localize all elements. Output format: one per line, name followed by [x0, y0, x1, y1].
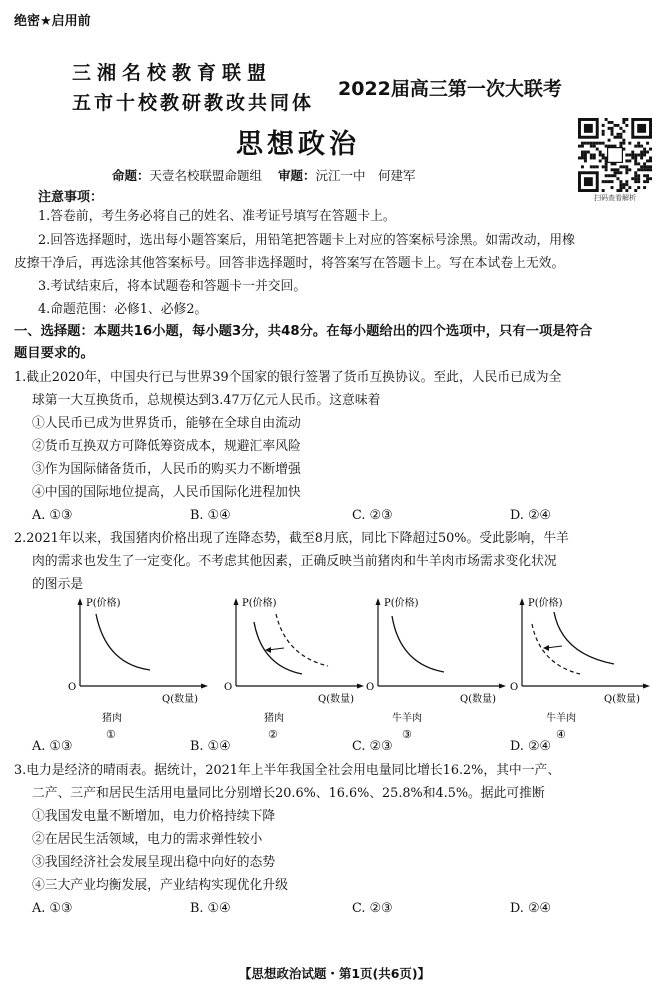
note-line: 2.回答选择题时，选出每小题答案后，用铅笔把答题卡上对应的答案标号涂黑。如需改动，用橡: [38, 233, 575, 248]
committee-line: [112, 166, 415, 184]
answer-a[interactable]: A. ①③: [32, 508, 73, 523]
question-1-stem: 球第一大互换货币，总规模达到3.47万亿元人民币。这意味着: [32, 393, 381, 408]
y-axis-label: P(价格): [242, 598, 277, 609]
demand-curve-shifted: [276, 614, 328, 666]
question-3-option: ②在居民生活领域，电力的需求弹性较小: [32, 832, 263, 847]
graph-caption: 牛羊肉: [546, 713, 576, 724]
secret-mark: 绝密★启用前: [14, 14, 91, 29]
answer-d[interactable]: D. ②④: [510, 508, 551, 523]
setter-label: 命题：: [112, 168, 150, 183]
y-axis-label: P(价格): [528, 598, 563, 609]
question-1-option: ②货币互换双方可降低筹资成本，规避汇率风险: [32, 439, 301, 454]
question-2-stem: 肉的需求也发生了一定变化。不考虑其他因素，正确反映当前猪肉和牛羊肉市场需求变化状况: [32, 554, 557, 569]
question-1-option: ④中国的国际地位提高，人民币国际化进程加快: [32, 485, 301, 500]
demand-curve: [392, 616, 444, 672]
answer-b[interactable]: B. ①④: [190, 901, 231, 916]
demand-graph-3: [360, 594, 510, 744]
demand-curve-original: [554, 612, 614, 664]
question-1-option: ③作为国际储备货币，人民币的购买力不断增强: [32, 462, 301, 477]
answer-c[interactable]: C. ②③: [352, 739, 393, 754]
answer-c[interactable]: C. ②③: [352, 508, 393, 523]
answer-b[interactable]: B. ①④: [190, 739, 231, 754]
question-3-stem: 二产、三产和居民生活用电量同比分别增长20.6%、16.6%、25.8%和4.5%。据此可推断: [32, 786, 545, 801]
axes: [520, 598, 651, 689]
question-3-option: ①我国发电量不断增加，电力价格持续下降: [32, 809, 276, 824]
graph-caption: 猪肉: [264, 713, 284, 724]
exam-title: 2022届高三第一次大联考: [338, 78, 562, 100]
x-axis-label: Q(数量): [604, 694, 641, 705]
demand-curve-original: [254, 622, 302, 674]
question-1-stem: 1.截止2020年，中国央行已与世界39个国家的银行签署了货币互换协议。至此，人民币已成为全: [14, 370, 562, 385]
qr-code-icon[interactable]: [578, 118, 652, 192]
org-line-1: 三湘名校教育联盟: [72, 62, 273, 84]
graph-caption: 猪肉: [102, 713, 122, 724]
question-2-stem: 2.2021年以来，我国猪肉价格出现了连降态势，截至8月底，同比下降超过50%。受此影响，牛羊: [14, 531, 569, 546]
graph-number: ④: [556, 728, 566, 741]
y-axis-label: P(价格): [86, 598, 121, 609]
demand-graph-4: [504, 594, 654, 744]
answer-a[interactable]: A. ①③: [32, 739, 73, 754]
answer-c[interactable]: C. ②③: [352, 901, 393, 916]
qr-caption: 扫码查看解析: [594, 194, 636, 202]
note-line: 3.考试结束后，将本试题卷和答题卡一并交回。: [38, 279, 307, 294]
page-footer: 【思想政治试题・第1页(共6页)】: [238, 966, 431, 981]
question-3-stem: 3.电力是经济的晴雨表。据统计，2021年上半年我国全社会用电量同比增长16.2%，其中一产、: [14, 763, 561, 778]
axes: [234, 598, 365, 689]
note-line: 皮擦干净后，再选涂其他答案标号。回答非选择题时，将答案写在答题卡上。写在本试卷上无效。: [14, 256, 565, 271]
section-title: 一、选择题：本题共16小题，每小题3分，共48分。在每小题给出的四个选项中，只有一项是符合: [14, 324, 593, 339]
notes-title: 注意事项：: [38, 190, 104, 205]
axes: [376, 598, 507, 689]
answer-a[interactable]: A. ①③: [32, 901, 73, 916]
demand-graph-1: [62, 594, 212, 744]
x-axis-label: Q(数量): [162, 694, 199, 705]
setter-name: 天壹名校联盟命题组: [149, 168, 263, 183]
answer-d[interactable]: D. ②④: [510, 901, 551, 916]
section-title: 题目要求的。: [14, 346, 94, 361]
question-1-option: ①人民币已成为世界货币，能够在全球自由流动: [32, 416, 301, 431]
origin-label: O: [510, 682, 519, 693]
question-2-stem: 的图示是: [32, 577, 84, 592]
answer-b[interactable]: B. ①④: [190, 508, 231, 523]
org-line-2: 五市十校教研教改共同体: [72, 92, 315, 114]
demand-curve-shifted: [532, 624, 580, 674]
graph-caption: 牛羊肉: [392, 713, 422, 724]
graph-number: ③: [402, 728, 412, 741]
demand-curve: [96, 614, 150, 670]
answer-d[interactable]: D. ②④: [510, 739, 551, 754]
question-3-option: ④三大产业均衡发展，产业结构实现优化升级: [32, 878, 288, 893]
origin-label: O: [366, 682, 375, 693]
origin-label: O: [224, 682, 233, 693]
reviewer-label: 审题：: [277, 168, 316, 183]
graph-number: ②: [268, 728, 278, 741]
note-line: 1.答卷前，考生务必将自己的姓名、准考证号填写在答题卡上。: [38, 209, 396, 224]
note-line: 4.命题范围：必修1、必修2。: [38, 302, 208, 317]
y-axis-label: P(价格): [384, 598, 419, 609]
question-3-option: ③我国经济社会发展呈现出稳中向好的态势: [32, 855, 276, 870]
graph-number: ①: [106, 728, 116, 741]
x-axis-label: Q(数量): [460, 694, 497, 705]
origin-label: O: [68, 682, 77, 693]
axes: [78, 598, 209, 689]
subject-title: 思想政治: [236, 129, 360, 160]
x-axis-label: Q(数量): [318, 694, 355, 705]
reviewer-name: 沅江一中 何建军: [315, 168, 416, 183]
demand-graph-2: [218, 594, 368, 744]
